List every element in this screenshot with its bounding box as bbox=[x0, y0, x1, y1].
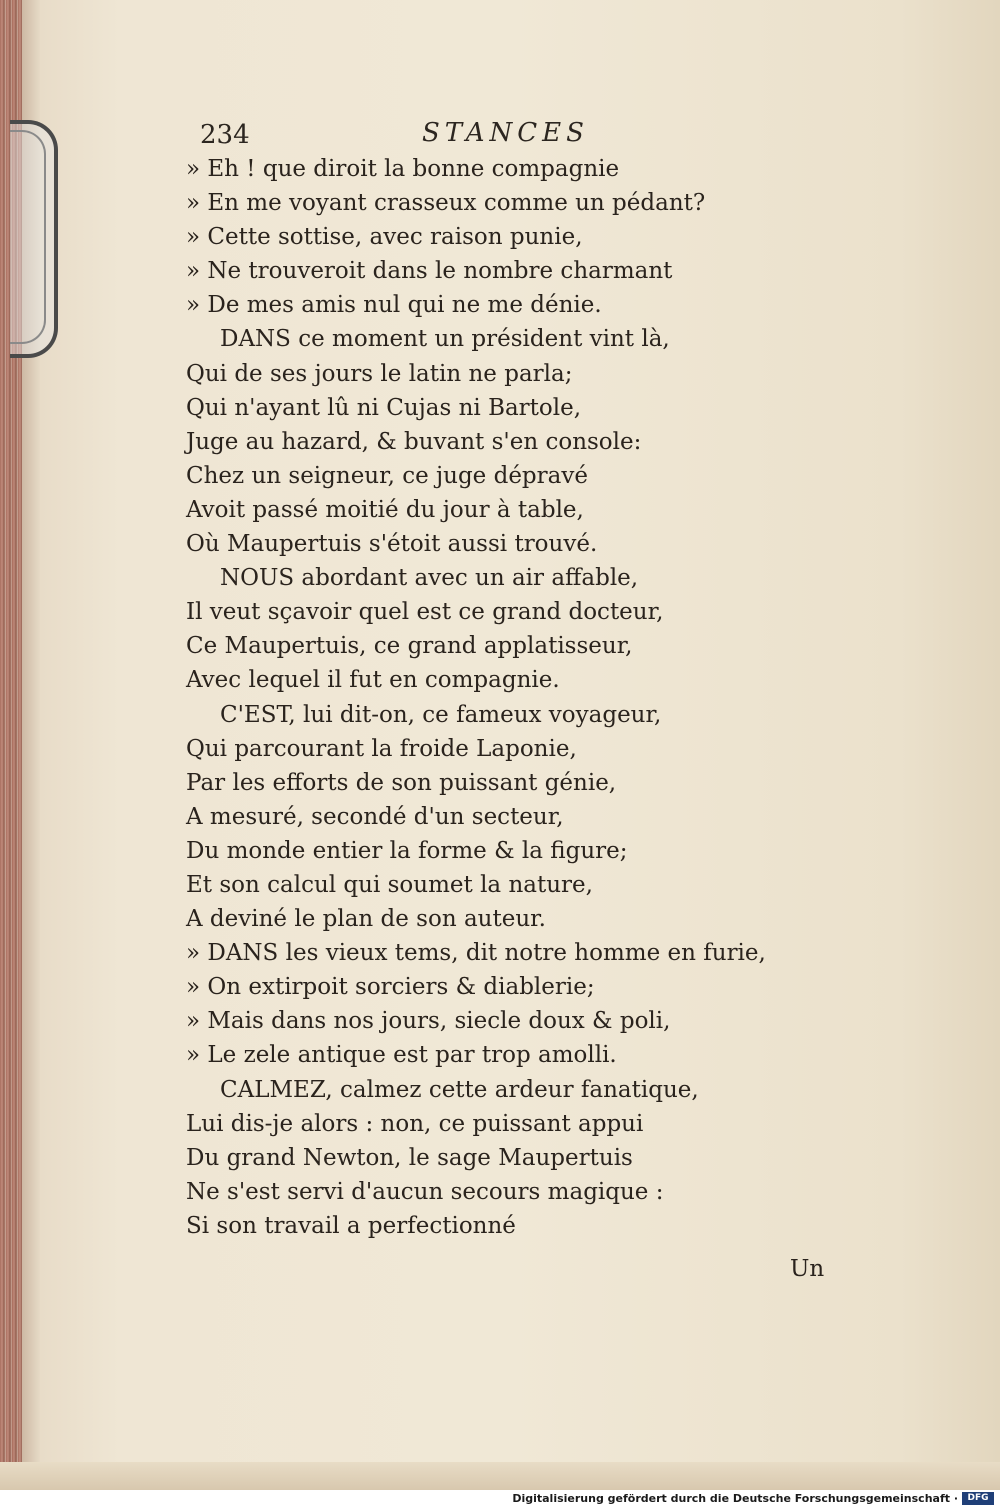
text-line: Avec lequel il fut en compagnie. bbox=[186, 667, 560, 694]
text-line: » Cette sottise, avec raison punie, bbox=[186, 224, 583, 251]
catchword: Un bbox=[790, 1256, 825, 1282]
text-line: Du monde entier la forme & la figure; bbox=[186, 837, 628, 864]
poem-text bbox=[186, 152, 826, 1243]
text-line: Avoit passé moitié du jour à table, bbox=[186, 496, 584, 523]
running-title: STANCES bbox=[422, 118, 589, 148]
text-line: C'EST, lui dit-on, ce fameux voyageur, bbox=[220, 701, 662, 728]
text-line: DANS ce moment un président vint là, bbox=[220, 326, 670, 353]
text-line: » Mais dans nos jours, siecle doux & poli, bbox=[186, 1008, 671, 1035]
text-line: » En me voyant crasseux comme un pédant? bbox=[186, 190, 706, 217]
text-line: Où Maupertuis s'étoit aussi trouvé. bbox=[186, 531, 598, 558]
page-clip-inner bbox=[10, 130, 46, 344]
text-line: A mesuré, secondé d'un secteur, bbox=[186, 803, 564, 830]
text-line: » De mes amis nul qui ne me dénie. bbox=[186, 292, 602, 319]
text-line: Ne s'est servi d'aucun secours magique : bbox=[186, 1178, 664, 1205]
text-line: Si son travail a perfectionné bbox=[186, 1212, 516, 1239]
text-line: A deviné le plan de son auteur. bbox=[186, 906, 546, 933]
text-line: » Eh ! que diroit la bonne compagnie bbox=[186, 156, 620, 182]
text-line: Et son calcul qui soumet la nature, bbox=[186, 871, 593, 898]
text-line: Il veut sçavoir quel est ce grand docteur, bbox=[186, 599, 664, 626]
text-line: Ce Maupertuis, ce grand applatisseur, bbox=[186, 633, 633, 660]
text-line: NOUS abordant avec un air affable, bbox=[220, 565, 639, 592]
text-line: » DANS les vieux tems, dit notre homme en furie, bbox=[186, 940, 766, 967]
text-line: » Ne trouveroit dans le nombre charmant bbox=[186, 258, 673, 285]
text-line: Lui dis-je alors : non, ce puissant appui bbox=[186, 1110, 644, 1137]
text-line: Qui n'ayant lû ni Cujas ni Bartole, bbox=[186, 394, 582, 421]
text-line: Chez un seigneur, ce juge dépravé bbox=[186, 462, 588, 489]
dfg-logo-icon: DFG bbox=[962, 1492, 994, 1505]
text-line: Qui de ses jours le latin ne parla; bbox=[186, 360, 573, 387]
text-line: Qui parcourant la froide Laponie, bbox=[186, 735, 577, 762]
text-line: CALMEZ, calmez cette ardeur fanatique, bbox=[220, 1076, 699, 1103]
footer-credit: Digitalisierung gefördert durch die Deutsche Forschungsgemeinschaft · bbox=[512, 1492, 958, 1505]
page-bottom-shadow bbox=[0, 1462, 1000, 1490]
text-line: Juge au hazard, & buvant s'en console: bbox=[186, 428, 642, 455]
text-line: » Le zele antique est par trop amolli. bbox=[186, 1042, 617, 1069]
text-line: Du grand Newton, le sage Maupertuis bbox=[186, 1144, 633, 1171]
page-number: 234 bbox=[200, 120, 250, 150]
text-line: Par les efforts de son puissant génie, bbox=[186, 769, 617, 796]
footer bbox=[0, 1490, 1000, 1508]
text-line: » On extirpoit sorciers & diablerie; bbox=[186, 974, 595, 1001]
